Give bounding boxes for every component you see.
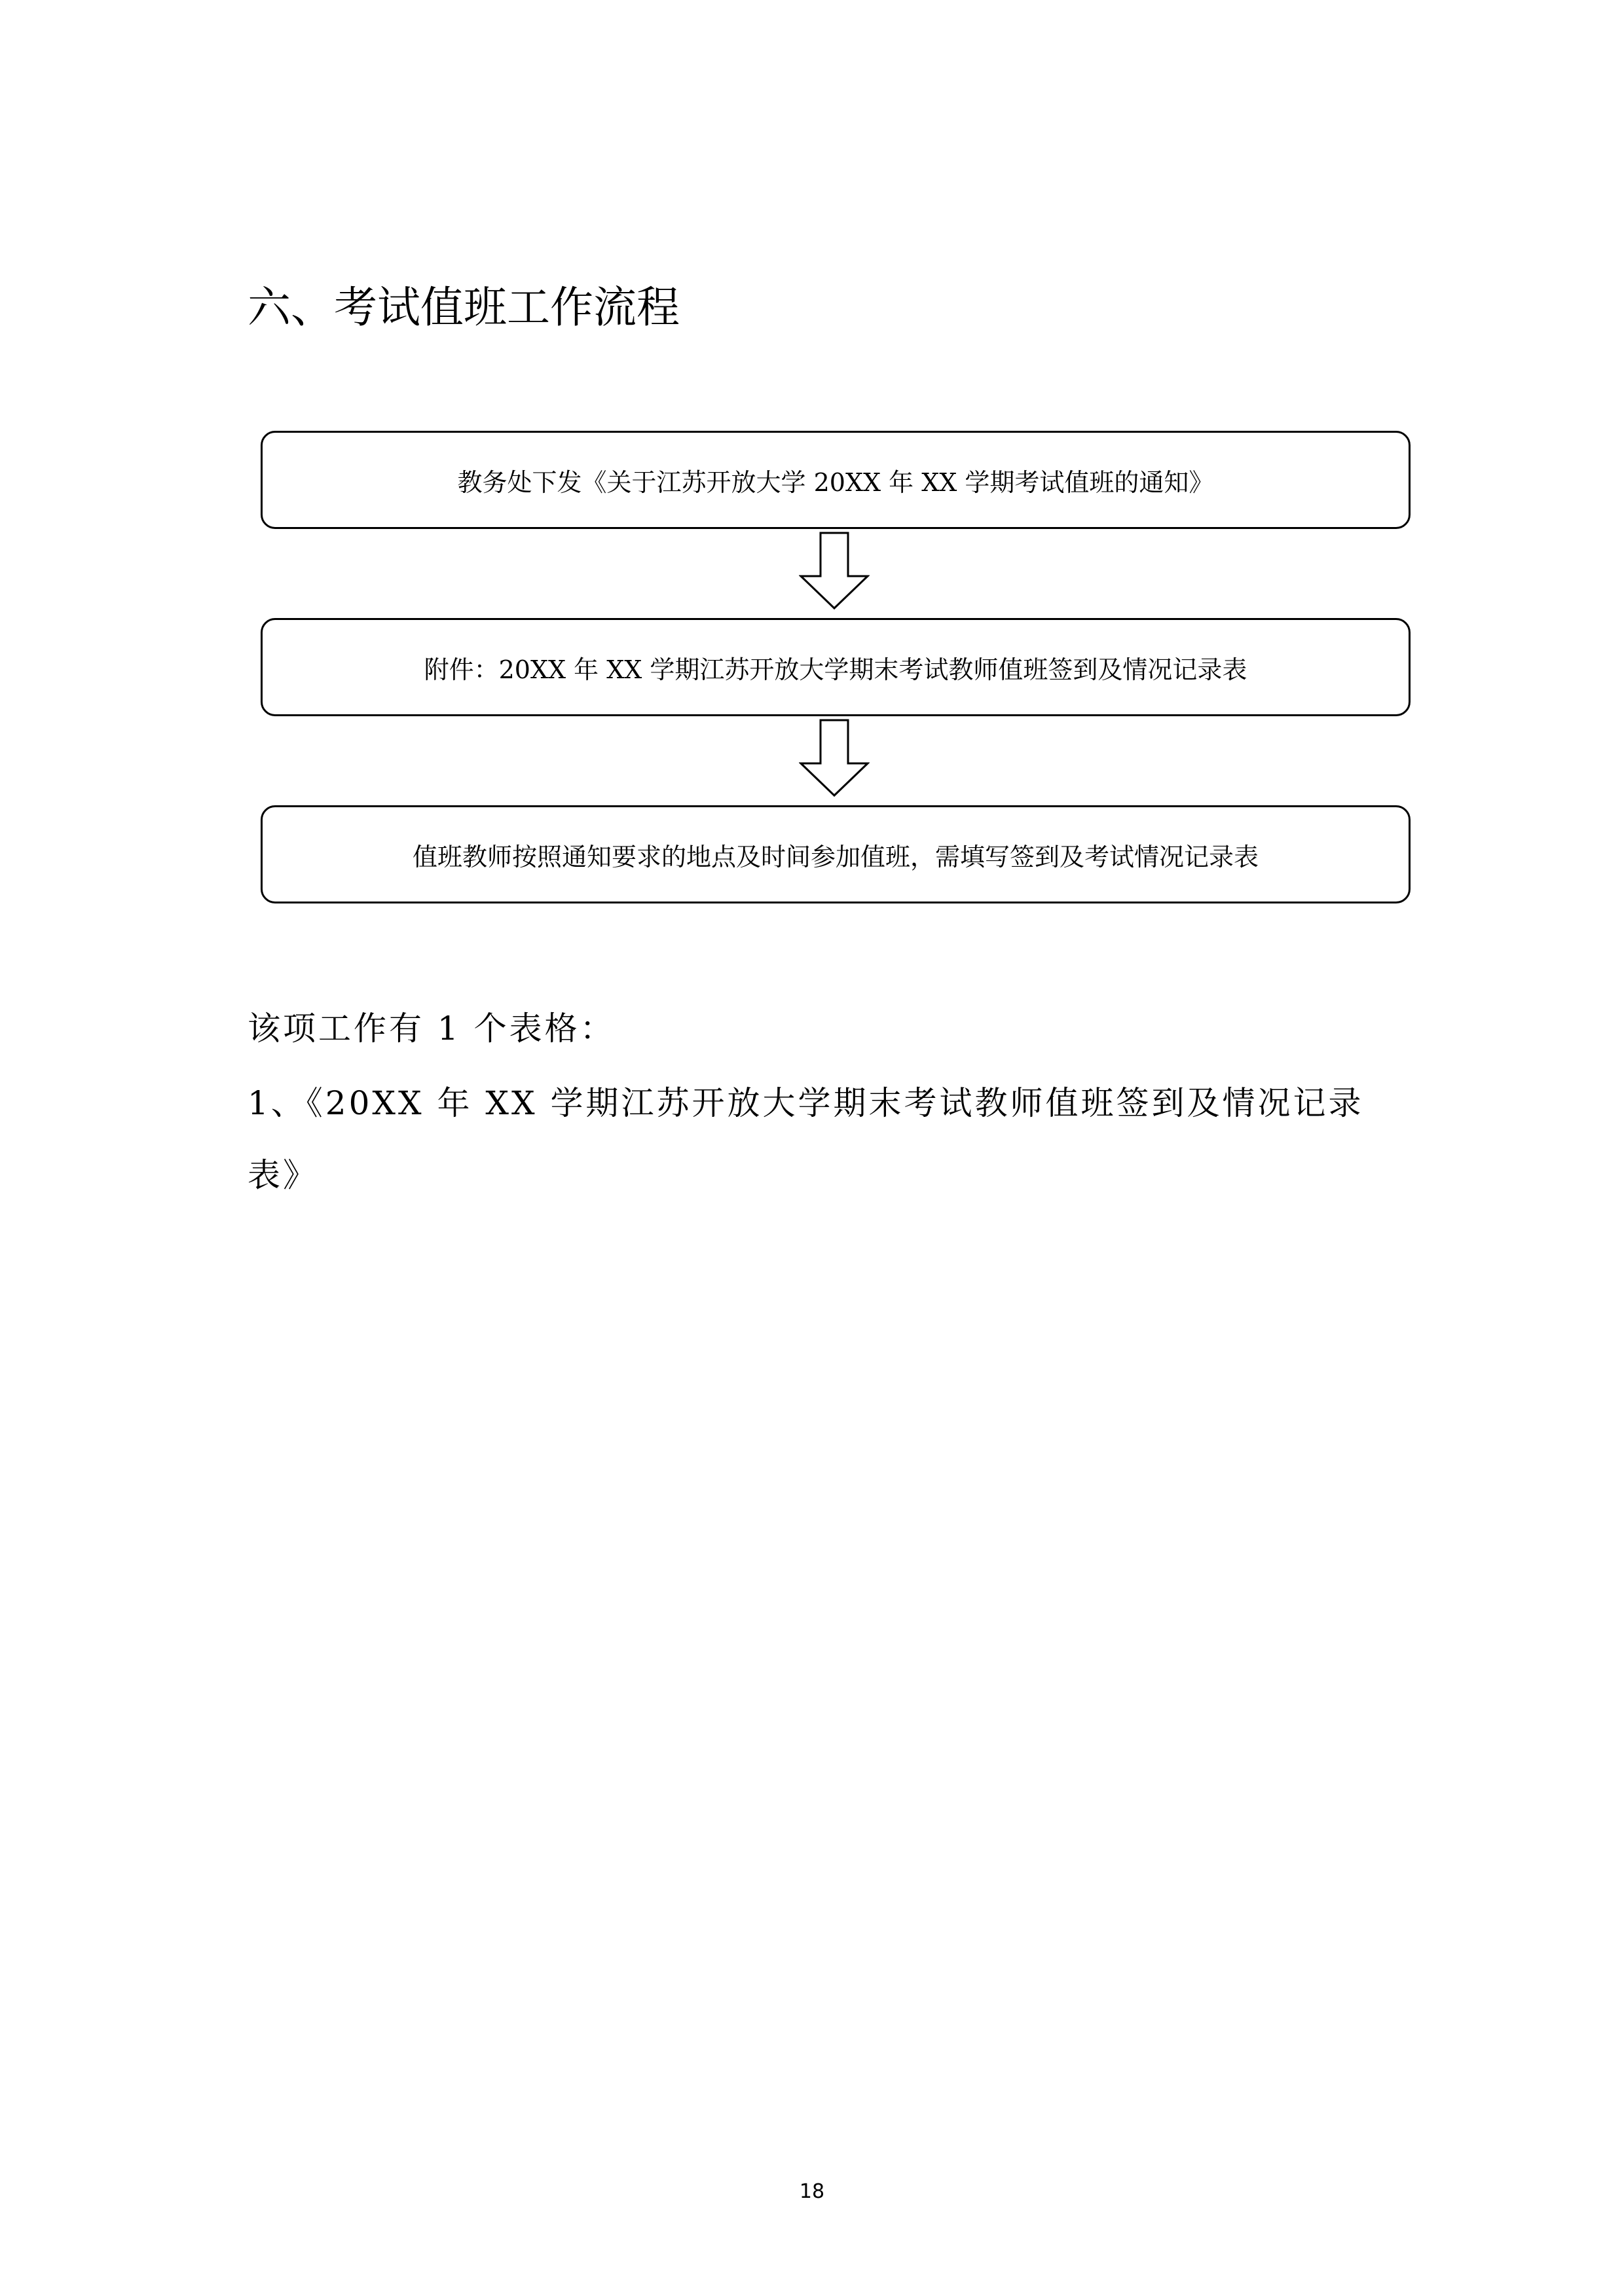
down-arrow-icon — [799, 532, 870, 610]
flow-step-duty — [261, 805, 1411, 903]
flow-step-notice-label: 教务处下发《关于江苏开放大学 20XX 年 XX 学期考试值班的通知》 — [457, 467, 1214, 497]
flow-step-attachment-label: 附件：20XX 年 XX 学期江苏开放大学期末考试教师值班签到及情况记录表 — [424, 655, 1247, 684]
section-title: 六、考试值班工作流程 — [248, 282, 680, 333]
flow-step-notice — [261, 431, 1411, 529]
form-item-line-2: 表》 — [248, 1156, 318, 1194]
down-arrow-icon — [799, 719, 870, 797]
flow-step-duty-label: 值班教师按照通知要求的地点及时间参加值班，需填写签到及考试情况记录表 — [412, 842, 1259, 871]
page-number: 18 — [799, 2180, 825, 2203]
form-item-line-1: 1、《20XX 年 XX 学期江苏开放大学期末考试教师值班签到及情况记录 — [248, 1084, 1364, 1122]
flow-step-attachment — [261, 618, 1411, 716]
forms-intro-text: 该项工作有 1 个表格： — [248, 1010, 616, 1048]
